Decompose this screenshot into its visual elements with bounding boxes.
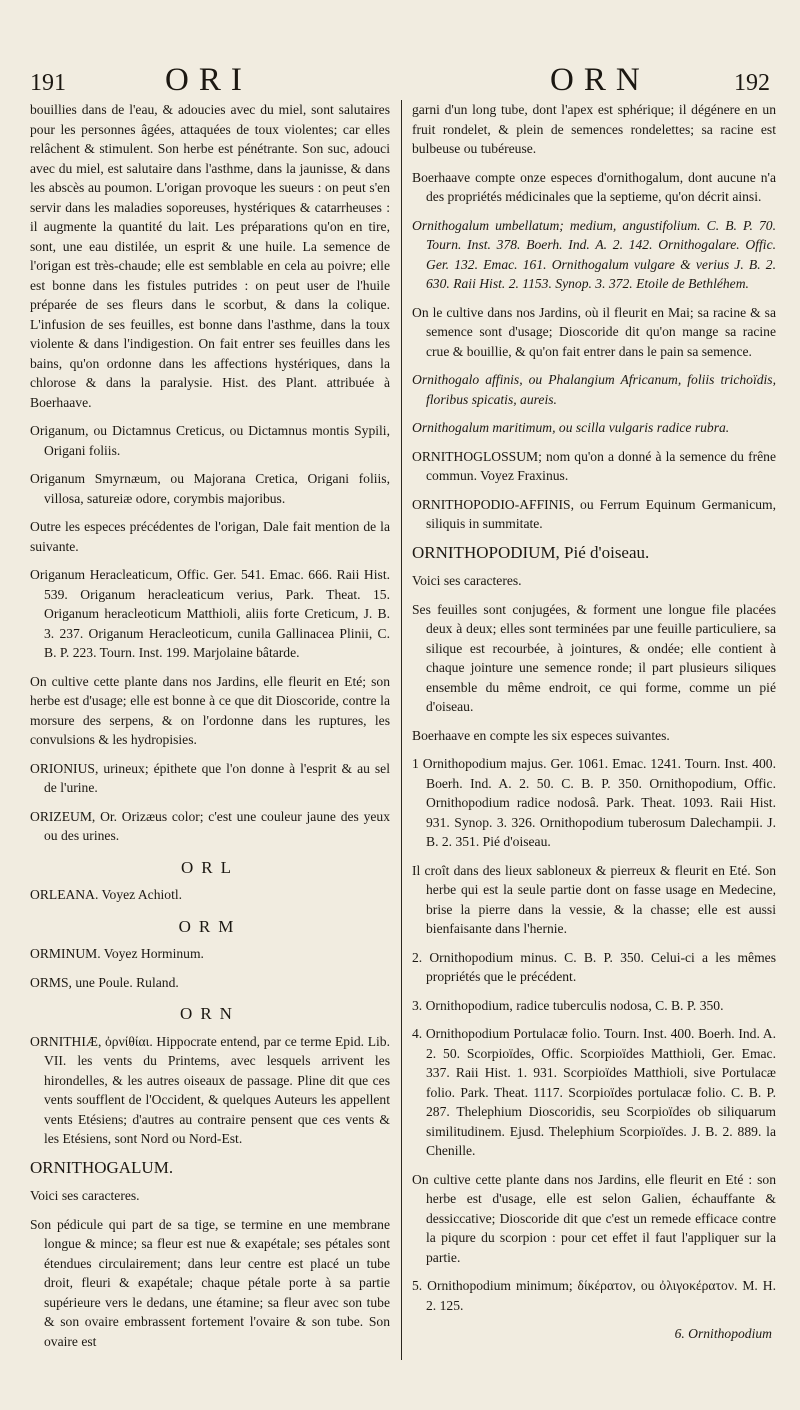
page-header	[0, 58, 800, 98]
orms-entry: ORMS, une Poule. Ruland.	[30, 974, 179, 990]
ornithogalum-cultivation: On le cultive dans nos Jardins, où il fleurit en Mai; sa racine & sa semence sont d'usage; Dioscoride dit qu'on mange sa racine crue & bouillie, & qu'on fait entrer dans le pain sa semence.	[412, 304, 776, 359]
species-2-entry: 2. Ornithopodium minus. C. B. P. 350. Celui-ci a les mêmes propriétés que le précédent.	[412, 949, 776, 984]
catchword: 6. Ornithopodium	[674, 1326, 772, 1341]
orminum-entry: ORMINUM. Voyez Horminum.	[30, 946, 204, 961]
left-page-number: 191	[30, 70, 66, 96]
ornithogalum-umbellatum-entry: Ornithogalum umbellatum; medium, angustifolium. C. B. P. 70. Tourn. Inst. 378. Boerh. Ind. A. 2. 142. Ornithogalare. Offic. Ger. 132. Emac. 161. Ornithogalum vulgare & verius J. B. 2. 630. Raii Hist. 2. 1153. Synop. 3. 372. Etoile de Bethléhem.	[412, 217, 776, 291]
right-page-number: 192	[734, 70, 770, 96]
orionius-entry: ORIONIUS, urineux; épithete que l'on donne à l'esprit & au sel de l'urine.	[30, 760, 390, 795]
species-1-properties: Il croît dans des lieux sabloneux & pierreux & fleurit en Eté. Son herbe qui est la seule partie dont on fasse usage en Medecine, brise la pierre dans la vessie, & la chasse; elle est aussi bienfaisante dans l'hernie.	[412, 862, 776, 936]
column-divider	[401, 100, 402, 1360]
boerhaave-six-species: Boerhaave en compte les six especes suivantes.	[412, 727, 670, 743]
right-column	[412, 100, 776, 1380]
species-5-entry: 5. Ornithopodium minimum; δίκέρατον, ou ὀλιγοκέρατον. M. H. 2. 125.	[412, 1278, 776, 1313]
ornithopodio-affinis-entry: ORNITHOPODIO-AFFINIS, ou Ferrum Equinum Germanicum, siliquis in summitate.	[412, 496, 776, 531]
ornithopodium-characters-heading: Voici ses caracteres.	[412, 573, 522, 588]
species-4-entry: 4. Ornithopodium Portulacæ folio. Tourn. Inst. 400. Boerh. Ind. A. 2. 50. Scorpioïdes, Offic. Scorpioïdes Matthioli, Ger. Emac. 337. Raii Hist. 1. 931. Scorpioïdes Matthioli, sive Portulacæ folio. Park. Theat. 1117. Scorpioïdes portulacæ folio. C. B. P. 287. Thelephium Dioscoridis, seu Scorpioïdes ob siliquarum similitudinem. Ejusd. Thelephium Scorpioïdes. J. B. 2. 889. la Chenille.	[412, 1026, 776, 1158]
section-heading-orn: ORN	[180, 1004, 240, 1023]
dale-mention-paragraph: Outre les especes précédentes de l'origan, Dale fait mention de la suivante.	[30, 519, 390, 554]
ornithogalum-maritimum-entry: Ornithogalum maritimum, ou scilla vulgaris radice rubra.	[412, 420, 730, 435]
cultivation-paragraph: On cultive cette plante dans nos Jardins, elle fleurit en Eté; son herbe est d'usage; elle est bonne à ce que dit Dioscoride, contre la morsure des serpens, & on l'ordonne dans les ruptures, les convulsions & les hydropisies.	[30, 673, 390, 747]
ornithopodium-heading: ORNITHOPODIUM, Pié d'oiseau.	[412, 542, 650, 562]
ornithoglossum-entry: ORNITHOGLOSSUM; nom qu'on a donné à la semence du frêne commun. Voyez Fraxinus.	[412, 448, 776, 483]
species-4-cultivation: On cultive cette plante dans nos Jardins, elle fleurit en Eté : son herbe est d'usage, elle est selon Galien, échauffante & dessiccative; Dioscoride dit que c'est un remede efficace contre la piqure du scorpion : pour cet effet il faut l'appliquer sur la partie.	[412, 1171, 776, 1265]
origan-properties-paragraph: bouillies dans de l'eau, & adoucies avec du miel, sont salutaires pour les personnes âgées, attaquées de toux violentes; car elles relâchent & stimulent. Son herbe est pénétrante. Son suc, adouci avec du miel, est salutaire dans l'asthme, dans la jaunisse, & dans les abscès au poumon. L'origan provoque les sueurs : on peut s'en servir dans les maladies soporeuses, hystériques & catarrheuses : il augmente la quantité du lait. Les préparations qu'on en tire, sont, une eau distilée, un esprit & une huile. La semence de l'origan est très-chaude; elle est semblable en cela au poivre; elle est bonne dans les fistules putrides : on peut user de l'huile préparée de ses fleurs dans le scorbut, & dans la colique. L'infusion de ses feuilles, est bonne dans l'asthme, dans la toux violente & dans l'indigestion. On fait entrer ses feuilles dans les bains, qu'on ordonne dans les affections hystériques, dans la chlorose & dans la paralysie. Hist. des Plant. attribuée à Boerhaave.	[30, 102, 390, 410]
left-running-head: ORI	[165, 62, 252, 98]
origanum-dictamnus-entry: Origanum, ou Dictamnus Creticus, ou Dictamnus montis Sypili, Origani foliis.	[30, 423, 390, 458]
ornithiae-entry: ORNITHIÆ, ὀρνίθίαι. Hippocrate entend, par ce terme Epid. Lib. VII. les vents du Printems, avec lesquels arrivent les hirondelles, & les autres oiseaux de passage. Pline dit que ces vents soufflent de l'Occident, & quelques Auteurs les appellent vents Etésiens; d'autres au contraire pensent que ces vents & les Etésiens, sont Nord ou Nord-Est.	[30, 1033, 390, 1146]
section-heading-orl: ORL	[181, 857, 239, 877]
section-heading-orm: ORM	[178, 916, 242, 936]
species-3-entry: 3. Ornithopodium, radice tuberculis nodosa, C. B. P. 350.	[412, 997, 724, 1013]
right-running-head: ORN	[550, 62, 650, 98]
ornithogalum-description: Son pédicule qui part de sa tige, se termine en une membrane longue & mince; sa fleur est nue & exapétale; ses pétales sont étendues circulairement; dans leur centre est placé un tube droit, fleuri & exapétale; chaque pétale porte à sa partie supérieure vers le dedans, une étamine; sa fleur avec son tube & son ovaire embrassent fortement l'ovaire & son tube. Son ovaire est	[30, 1216, 390, 1349]
origanum-smyrnaeum-entry: Origanum Smyrnæum, ou Majorana Cretica, Origani foliis, villosa, satureiæ odore, corymbis majoribus.	[30, 471, 390, 506]
ornithogalum-heading: ORNITHOGALUM.	[30, 1157, 174, 1177]
ornithogalo-affinis-entry: Ornithogalo affinis, ou Phalangium Africanum, foliis trichoïdis, floribus spicatis, aureis.	[412, 372, 776, 407]
orleana-entry: ORLEANA. Voyez Achiotl.	[30, 887, 183, 902]
characters-heading: Voici ses caracteres.	[30, 1188, 140, 1203]
boerhaave-eleven-species: Boerhaave compte onze especes d'ornithogalum, dont aucune n'a des propriétés médicinales que la septieme, qu'on décrit ainsi.	[412, 169, 776, 204]
orizeum-entry: ORIZEUM, Or. Orizæus color; c'est une couleur jaune des yeux ou des urines.	[30, 808, 390, 843]
ornithogalum-description-continued: garni d'un long tube, dont l'apex est sphérique; il dégénere en un fruit rondelet, & plein de semences rondelettes; sa racine est bulbeuse ou tubéreuse.	[412, 102, 776, 156]
origanum-heracleaticum-entry: Origanum Heracleaticum, Offic. Ger. 541. Emac. 666. Raii Hist. 539. Origanum heracleaticum verius, Park. Theat. 15. Origanum heracleoticum Matthioli, aliis forte Creticum, J. B. 3. 237. Origanum Heracleoticum, cunila Gallinacea Plinii, C. B. P. 223. Tourn. Inst. 199. Marjolaine bâtarde.	[30, 567, 390, 660]
species-1-entry: 1 Ornithopodium majus. Ger. 1061. Emac. 1241. Tourn. Inst. 400. Boerh. Ind. A. 2. 50. C. B. P. 350. Ornithopodium, Offic. Ornithopodium radice nodosâ. Park. Theat. 1093. Raii Hist. 931. Synop. 3. 326. Ornithopodium tuberosum Dalechampii. J. B. 2. 351. Pié d'oiseau.	[412, 756, 776, 849]
left-column	[30, 100, 390, 1380]
ornithopodium-description: Ses feuilles sont conjugées, & forment une longue file placées deux à deux; elles sont terminées par une feuille particuliere, sa silique est recourbée, à jointures, & ondée; elle contient à chaque jointure une semence ronde; il part plusieurs siliques ensemble du même endroit, ce qui forme, comme un pié d'oiseau.	[412, 601, 776, 714]
